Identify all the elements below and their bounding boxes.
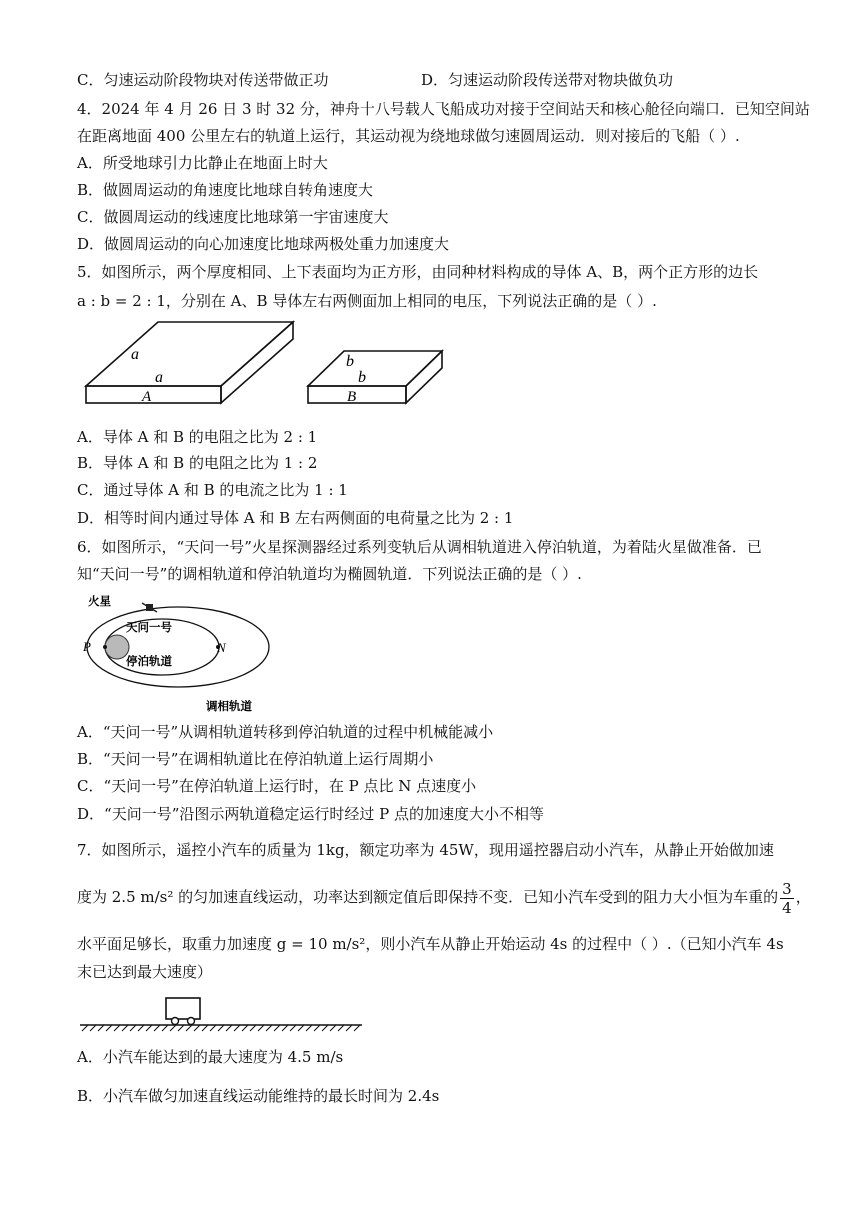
q7-fraction-denominator: 4 <box>782 898 792 917</box>
conductor-b-side-label: b <box>346 353 354 370</box>
point-p-dot <box>103 645 107 649</box>
conductor-figure <box>78 316 458 416</box>
orbit-figure <box>78 585 278 715</box>
q5-stem-line2: a : b = 2 : 1，分别在 A、B 导体左右两侧面加上相同的电压，下列说法正确的是（ ）. <box>77 292 657 310</box>
point-p-label: P <box>83 639 91 654</box>
q3-option-c: C．匀速运动阶段物块对传送带做正功 <box>77 71 329 89</box>
toy-car-wheel-rear <box>172 1018 179 1025</box>
conductor-b-name: B <box>347 389 357 405</box>
q6-option-d: D．“天问一号”沿图示两轨道稳定运行时经过 P 点的加速度大小不相等 <box>77 805 544 823</box>
q4-option-b: B．做圆周运动的角速度比地球自转角速度大 <box>77 181 374 199</box>
q6-stem-line1: 6．如图所示，“天问一号”火星探测器经过系列变轨后从调相轨道进入停泊轨道，为着陆火星做准备．已 <box>77 538 762 556</box>
q7-option-b: B．小汽车做匀加速直线运动能维持的最长时间为 2.4s <box>77 1087 440 1105</box>
q5-option-b: B．导体 A 和 B 的电阻之比为 1 : 2 <box>77 454 318 472</box>
toy-car-wheel-front <box>188 1018 195 1025</box>
conductor-b <box>308 351 442 403</box>
conductor-b-top-face <box>308 351 442 386</box>
q5-option-c: C．通过导体 A 和 B 的电流之比为 1 : 1 <box>77 481 348 499</box>
q4-option-c: C．做圆周运动的线速度比地球第一宇宙速度大 <box>77 208 389 226</box>
conductor-a-name: A <box>142 389 152 405</box>
q5-stem-line1: 5．如图所示，两个厚度相同、上下表面均为正方形，由同种材料构成的导体 A、B，两个正方形的边长 <box>77 263 759 281</box>
q5-option-a: A．导体 A 和 B 的电阻之比为 2 : 1 <box>77 428 318 446</box>
q7-stem-line2-end: ， <box>795 888 811 906</box>
conductor-b-front-label: b <box>358 369 366 386</box>
probe-icon <box>142 603 157 612</box>
q6-option-b: B．“天问一号”在调相轨道比在停泊轨道上运行周期小 <box>77 750 434 768</box>
toy-car-body <box>166 998 200 1019</box>
q6-option-a: A．“天问一号”从调相轨道转移到停泊轨道的过程中机械能减小 <box>77 723 494 741</box>
probe-label: 天问一号 <box>126 620 172 634</box>
q6-option-c: C．“天问一号”在停泊轨道上运行时，在 P 点比 N 点速度小 <box>77 777 477 795</box>
conductor-a-top-face <box>86 322 293 386</box>
q7-stem-line3: 水平面足够长，取重力加速度 g = 10 m/s²，则小汽车从静止开始运动 4s 的过程中（ ）.（已知小汽车 4s <box>77 935 784 953</box>
conductor-a-side-label: a <box>131 346 139 363</box>
parking-orbit-label: 停泊轨道 <box>126 654 172 668</box>
q4-option-a: A．所受地球引力比静止在地面上时大 <box>77 154 328 172</box>
q7-stem-line1: 7．如图所示，遥控小汽车的质量为 1kg，额定功率为 45W，现用遥控器启动小汽车，从静止开始做加速 <box>77 841 774 859</box>
q7-stem-line4: 末已达到最大速度） <box>77 963 213 981</box>
conductor-a <box>86 322 293 403</box>
point-n-label: N <box>217 640 226 655</box>
mars-label: 火星 <box>88 594 111 608</box>
q4-stem-line1: 4．2024 年 4 月 26 日 3 时 32 分，神舟十八号载人飞船成功对接于空间站天和核心舱径向端口．已知空间站 <box>77 100 810 118</box>
q4-stem-line2: 在距离地面 400 公里左右的轨道上运行，其运动视为绕地球做匀速圆周运动．则对接后的飞船（ ）. <box>77 127 740 145</box>
conductor-b-front-face <box>308 386 406 403</box>
toy-car-figure <box>80 992 370 1042</box>
q7-fraction-numerator: 3 <box>782 879 792 898</box>
conductor-a-front-label: a <box>155 369 163 386</box>
q7-stem-line2 <box>77 878 811 918</box>
q7-fraction <box>780 880 794 917</box>
q5-option-d: D．相等时间内通过导体 A 和 B 左右两侧面的电荷量之比为 2 : 1 <box>77 509 514 527</box>
conductor-a-side-face <box>221 322 293 403</box>
q3-option-d: D．匀速运动阶段传送带对物块做负功 <box>421 71 674 89</box>
q7-stem-line2-text: 度为 2.5 m/s² 的匀加速直线运动，功率达到额定值后即保持不变．已知小汽车受到的阻力大小恒为车重的 <box>77 888 779 906</box>
conductor-a-front-face <box>86 386 221 403</box>
phasing-orbit-label: 调相轨道 <box>206 699 252 713</box>
ground-hatching <box>82 1025 360 1031</box>
q4-option-d: D．做圆周运动的向心加速度比地球两极处重力加速度大 <box>77 235 450 253</box>
q6-stem-line2: 知“天问一号”的调相轨道和停泊轨道均为椭圆轨道．下列说法正确的是（ ）. <box>77 565 582 583</box>
conductor-b-side-face <box>406 351 442 403</box>
q7-option-a: A．小汽车能达到的最大速度为 4.5 m/s <box>77 1048 344 1066</box>
